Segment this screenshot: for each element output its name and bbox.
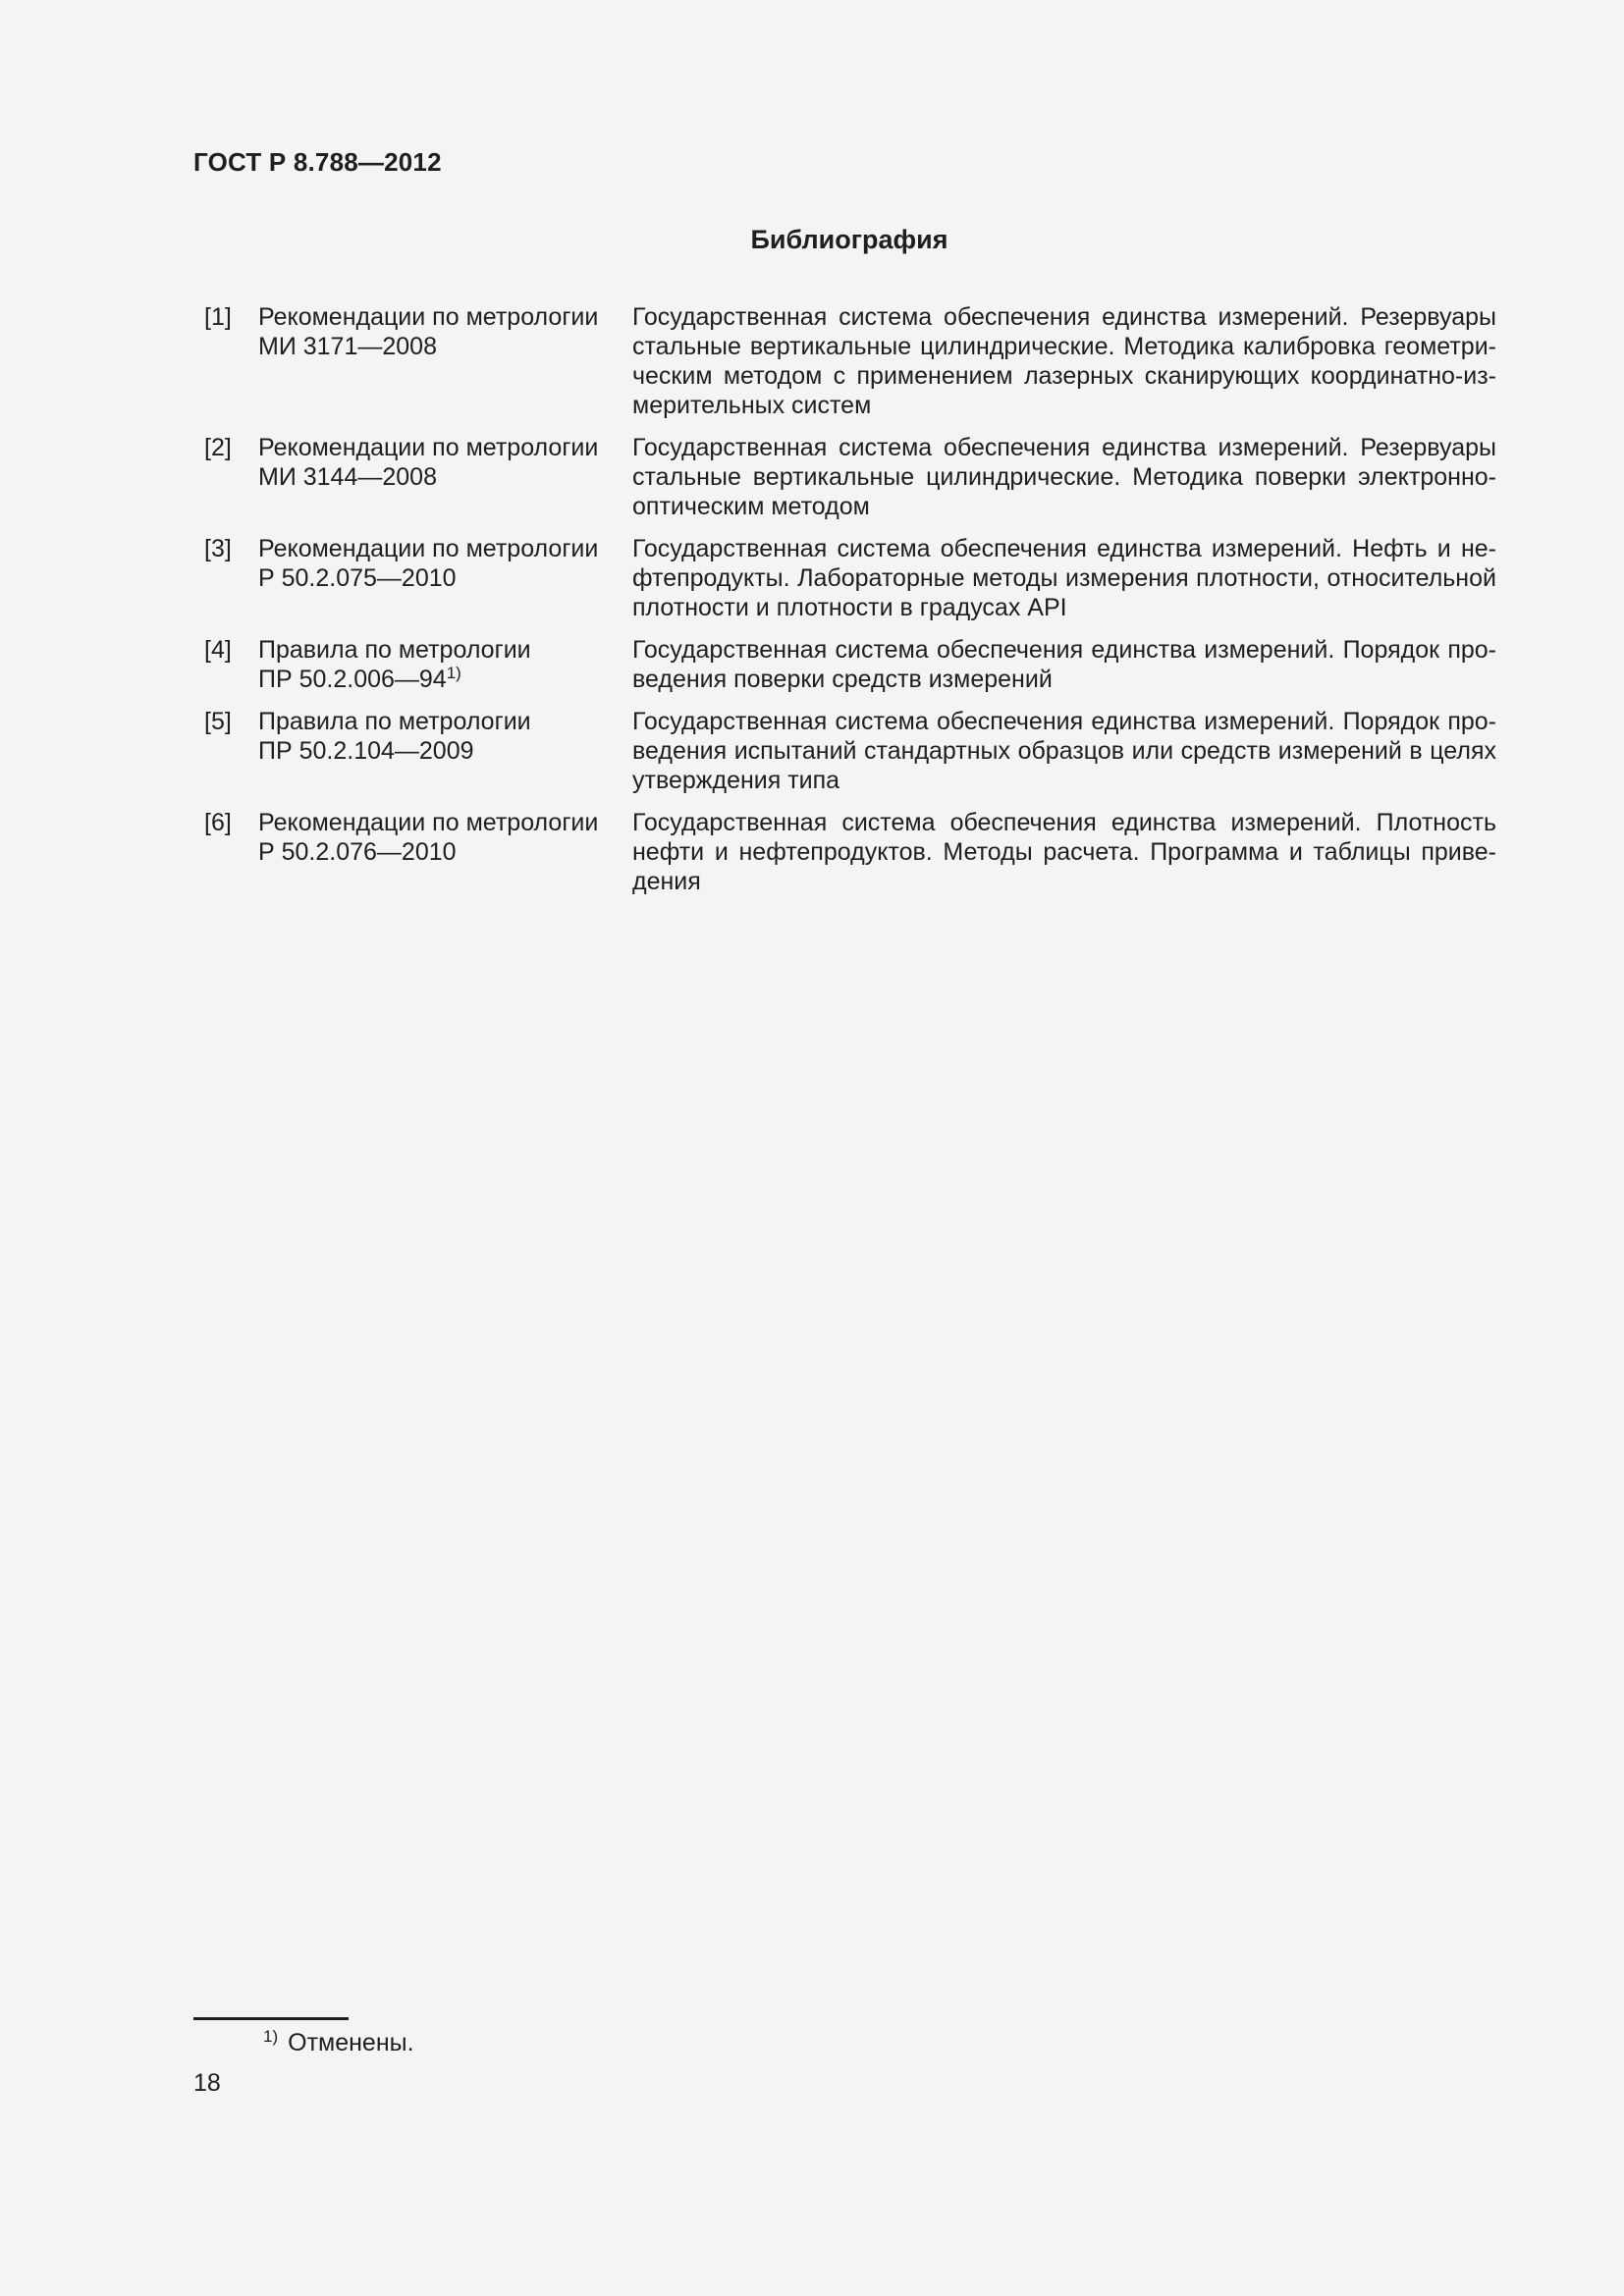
source-type: Рекомендации по метрологии — [258, 535, 599, 562]
source-code — [258, 332, 632, 361]
source-code-text: ПР 50.2.104—2009 — [258, 737, 474, 765]
entry-description: Государственная система обеспечения единства измерений. Порядок проведения поверки средств измерений — [632, 636, 1496, 693]
footnote-ref: 1) — [446, 664, 461, 682]
bibliography-entry — [193, 707, 1496, 795]
source-code-text: ПР 50.2.006—94 — [258, 666, 447, 693]
bibliography-entry — [193, 534, 1496, 622]
entry-description: Государственная система обеспечения единства измерений. Плотность нефти и нефтепродуктов. Методы расчета. Программа и таблицы приведения — [632, 809, 1496, 895]
source-type: Правила по метрологии — [258, 708, 531, 735]
entry-description: Государственная система обеспечения единства измерений. Резервуары стальные вертикальные цилиндрические. Методика калибровка геометрическим методом с применением лазерных сканирующих координатно-измерительных систем — [632, 303, 1496, 419]
source-code-text: Р 50.2.075—2010 — [258, 564, 457, 592]
source-code — [258, 462, 632, 492]
source-code — [258, 563, 632, 593]
source-code — [258, 837, 632, 867]
footnote — [263, 2028, 414, 2057]
entry-source — [258, 433, 632, 521]
footnote-separator — [193, 2017, 349, 2020]
bibliography-entry — [193, 635, 1496, 694]
footnote-text: Отменены. — [288, 2029, 414, 2056]
entry-number: [6] — [204, 809, 232, 836]
source-code — [258, 736, 632, 766]
page-number: 18 — [193, 2069, 221, 2097]
source-type: Рекомендации по метрологии — [258, 809, 599, 836]
entry-source — [258, 302, 632, 420]
document-header: ГОСТ Р 8.788—2012 — [193, 147, 442, 177]
bibliography-list — [193, 302, 1496, 909]
section-title: Библиография — [750, 225, 948, 254]
entry-number: [4] — [204, 636, 232, 664]
entry-source — [258, 635, 632, 694]
bibliography-entry — [193, 433, 1496, 521]
bibliography-entry — [193, 302, 1496, 420]
entry-source — [258, 534, 632, 622]
entry-number: [1] — [204, 303, 232, 331]
entry-description: Государственная система обеспечения единства измерений. Резервуары стальные вертикальные цилиндрические. Методика поверки электронно-оптическим методом — [632, 434, 1496, 520]
entry-source — [258, 707, 632, 795]
source-code-text: Р 50.2.076—2010 — [258, 838, 457, 866]
entry-number: [5] — [204, 708, 232, 735]
source-type: Рекомендации по метрологии — [258, 434, 599, 461]
entry-description: Государственная система обеспечения единства измерений. Нефть и нефтепродукты. Лабораторные методы измерения плотности, относительной плотности и плотности в градусах API — [632, 535, 1496, 621]
entry-source — [258, 808, 632, 896]
source-code-text: МИ 3171—2008 — [258, 333, 437, 360]
source-code — [258, 665, 632, 694]
source-type: Рекомендации по метрологии — [258, 303, 599, 331]
source-type: Правила по метрологии — [258, 636, 531, 664]
source-code-text: МИ 3144—2008 — [258, 463, 437, 491]
bibliography-entry — [193, 808, 1496, 896]
entry-number: [3] — [204, 535, 232, 562]
entry-description: Государственная система обеспечения единства измерений. Порядок проведения испытаний стандартных образцов или средств измерений в целях утверждения типа — [632, 708, 1496, 794]
footnote-marker: 1) — [263, 2027, 279, 2046]
entry-number: [2] — [204, 434, 232, 461]
